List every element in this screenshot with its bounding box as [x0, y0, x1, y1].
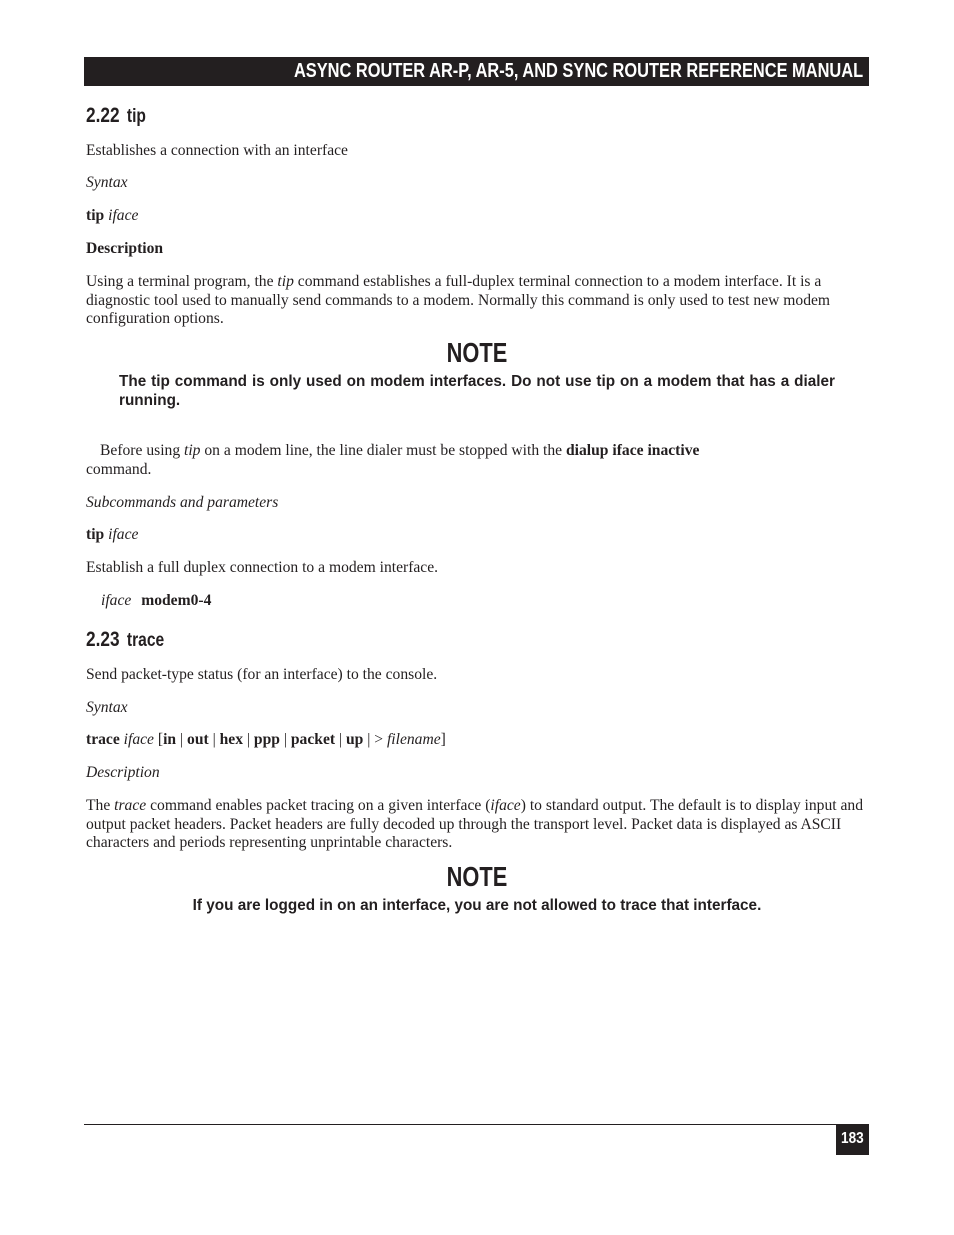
page-number: 183 — [841, 1130, 864, 1147]
parameter-row — [101, 592, 881, 611]
option-ppp: ppp — [253, 731, 280, 748]
note-heading: NOTE — [446, 861, 508, 892]
sub-description: Establish a full duplex connection to a modem interface. — [86, 559, 439, 576]
separator: | — [243, 731, 254, 748]
command-name: tip — [86, 526, 105, 543]
text: on a modem line, the line dialer must be stopped with the — [200, 442, 566, 459]
option-packet: packet — [290, 731, 336, 748]
section-heading-2-23 — [86, 628, 164, 652]
command-arg: iface — [123, 731, 154, 748]
section-title: trace — [126, 630, 165, 651]
command-name: tip — [86, 207, 105, 224]
note-heading: NOTE — [446, 337, 508, 368]
inline-command: tip — [184, 442, 201, 459]
section-number: 2.23 — [86, 628, 120, 651]
parameter-name: iface — [101, 592, 132, 609]
tip-syntax-label: Syntax — [86, 174, 128, 191]
tip-syntax-line — [86, 207, 866, 226]
desc-text: command establishes a full-duplex terminal connection to a modem interface. It is a diagnostic tool used to manually send commands to a modem. Normally this command is only used to test new modem configuration options. — [86, 273, 831, 328]
command-arg: iface — [108, 207, 139, 224]
running-header — [84, 57, 869, 86]
tip-intro: Establishes a connection with an interface — [86, 142, 348, 159]
before-using-continuation: command. — [86, 461, 152, 478]
desc-text: command enables packet tracing on a given interface ( — [146, 797, 491, 814]
before-using-line — [100, 442, 880, 461]
trace-syntax-line — [86, 731, 866, 750]
note-text: The tip command is only used on modem interfaces. Do not use tip on a modem that has a dialer running. — [119, 373, 835, 409]
redirect: | > — [363, 731, 387, 748]
text: Before using — [100, 442, 185, 459]
separator: | — [208, 731, 220, 748]
footer-rule — [84, 1124, 869, 1125]
option-out: out — [187, 731, 209, 748]
subcommands-label: Subcommands and parameters — [86, 494, 279, 511]
section-title: tip — [126, 106, 146, 127]
tip-description — [86, 273, 866, 329]
separator: | — [279, 731, 291, 748]
desc-text: Using a terminal program, the — [86, 273, 278, 290]
command-arg: iface — [108, 526, 139, 543]
note-text: If you are logged in on an interface, you are not allowed to trace that interface. — [192, 897, 762, 914]
option-hex: hex — [219, 731, 243, 748]
trace-intro: Send packet-type status (for an interface) to the console. — [86, 666, 438, 683]
separator: | — [335, 731, 346, 748]
section-heading-2-22 — [86, 104, 146, 128]
manual-title: ASYNC ROUTER AR-P, AR-5, AND SYNC ROUTER REFERENCE MANUAL — [293, 60, 863, 82]
option-in: in — [163, 731, 177, 748]
separator: | — [176, 731, 188, 748]
desc-command: trace — [114, 797, 147, 814]
bracket: [ — [153, 731, 164, 748]
tip-description-label: Description — [86, 240, 164, 257]
inline-command-bold: dialup iface inactive — [566, 442, 700, 459]
option-up: up — [345, 731, 364, 748]
page-number-box — [836, 1124, 869, 1155]
desc-arg: iface — [490, 797, 521, 814]
section-number: 2.22 — [86, 104, 120, 127]
parameter-value: modem0-4 — [141, 592, 212, 609]
bracket: ] — [440, 731, 446, 748]
trace-syntax-label: Syntax — [86, 699, 128, 716]
trace-description-label: Description — [86, 764, 160, 781]
command-name: trace — [86, 731, 120, 748]
desc-text: ) to standard output. The default is to display input and output packet headers. Packet headers are fully decoded up through the transport level. Packet data is displayed as ASCII characters and periods representing unprintable characters. — [86, 797, 864, 852]
desc-text: The — [86, 797, 115, 814]
trace-description — [86, 797, 866, 853]
filename-arg: filename — [386, 731, 441, 748]
sub-syntax-line — [86, 526, 866, 545]
desc-command: tip — [277, 273, 294, 290]
